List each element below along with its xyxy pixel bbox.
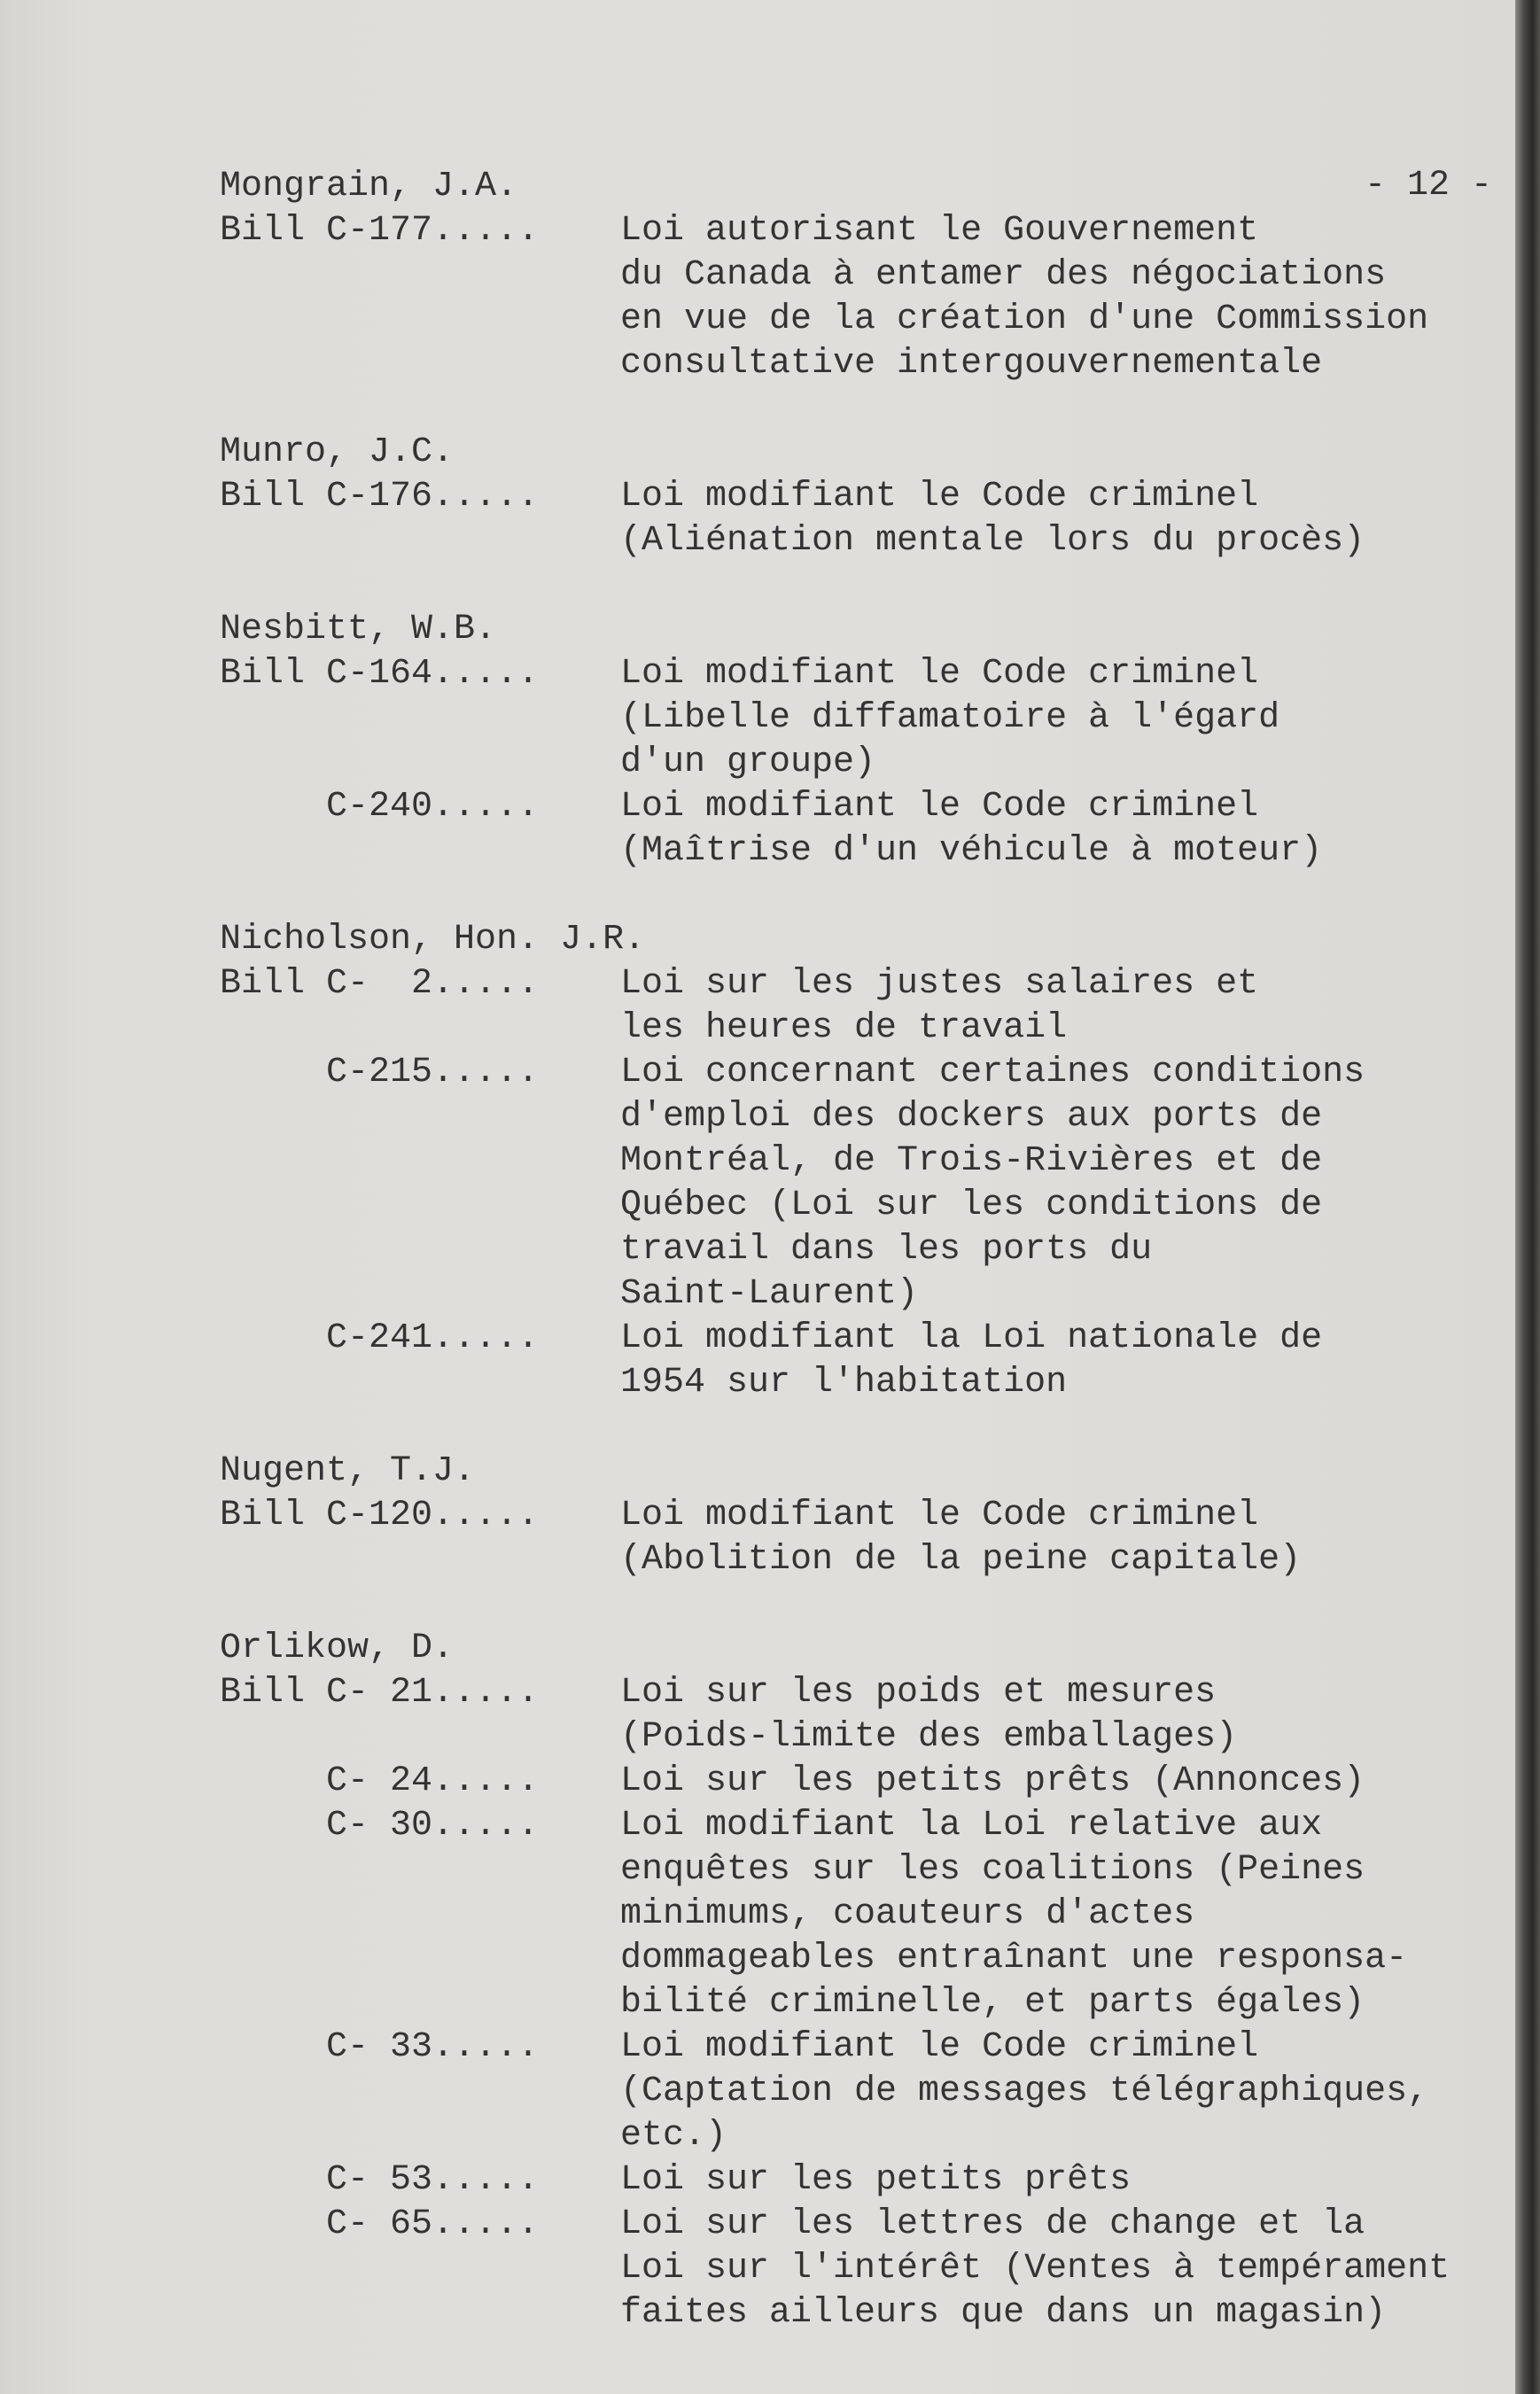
member-name: Nesbitt, W.B. (220, 610, 497, 649)
member-entry (220, 608, 1496, 874)
bill-row (220, 962, 1496, 1051)
bill-number: Bill C-177..... (220, 211, 540, 251)
bill-number: Bill C-176..... (220, 477, 540, 517)
bill-title: Loi modifiant la Loi nationale de 1954 sur l'habitation (620, 1318, 1323, 1403)
bill-title: Loi sur les lettres de change et la Loi sur l'intérêt (Ventes à tempérament faites ailleurs que dans un magasin) (620, 2204, 1451, 2333)
bill-title: Loi sur les justes salaires et les heures de travail (620, 964, 1259, 1048)
page-edge-shadow (1515, 0, 1540, 2394)
member-name: Nicholson, Hon. J.R. (220, 920, 646, 960)
bill-number: Bill C- 2..... (220, 964, 540, 1004)
bill-title: Loi sur les poids et mesures (Poids-limite des emballages) (620, 1673, 1238, 1757)
bill-title: Loi modifiant le Code criminel (Libelle diffamatoire à l'égard d'un groupe) (620, 654, 1280, 782)
bill-row (220, 785, 1496, 874)
bill-row (220, 1760, 1496, 1804)
bill-number: Bill C-120..... (220, 1496, 540, 1535)
bill-title: Loi modifiant la Loi relative aux enquêtes sur les coalitions (Peines minimums, coauteurs d'actes dommageables entraînant une responsa- bilité criminelle, et parts égales) (620, 1806, 1408, 2023)
page-number: - 12 - (1365, 166, 1493, 206)
bill-title: Loi concernant certaines conditions d'emploi des dockers aux ports de Montréal, de Trois-Rivières et de Québec (Loi sur les conditions de travail dans les ports du Saint-Laurent) (620, 1053, 1365, 1314)
bill-row (220, 1317, 1496, 1405)
bill-number: C-240..... (220, 787, 540, 827)
bill-index-list (220, 165, 1496, 2380)
bill-row (220, 1804, 1496, 2025)
bill-row (220, 1051, 1496, 1317)
bill-number: C- 30..... (220, 1806, 540, 1846)
bill-row (220, 2158, 1496, 2203)
member-name: Nugent, T.J. (220, 1451, 476, 1491)
bill-number: C- 53..... (220, 2160, 540, 2200)
bill-row (220, 652, 1496, 785)
bill-title: Loi sur les petits prêts (Annonces) (620, 1761, 1365, 1801)
bill-title: Loi autorisant le Gouvernement du Canada à entamer des négociations en vue de la création d'une Commission consultative intergouvernementale (620, 211, 1429, 384)
member-name: Munro, J.C. (220, 432, 455, 472)
member-entry (220, 1627, 1496, 2336)
bill-number: Bill C-164..... (220, 654, 540, 694)
member-entry (220, 918, 1496, 1405)
bill-title: Loi modifiant le Code criminel (Aliénation mentale lors du procès) (620, 477, 1365, 561)
bill-row (220, 2203, 1496, 2336)
member-entry (220, 1450, 1496, 1582)
member-entry (220, 431, 1496, 564)
bill-title: Loi modifiant le Code criminel (Captation de messages télégraphiques, etc.) (620, 2027, 1429, 2156)
member-entry (220, 165, 1496, 386)
bill-number: C- 33..... (220, 2027, 540, 2067)
bill-number: C- 65..... (220, 2204, 540, 2244)
member-name: Orlikow, D. (220, 1628, 455, 1668)
bill-number: C-215..... (220, 1053, 540, 1092)
bill-title: Loi modifiant le Code criminel (Abolition de la peine capitale) (620, 1496, 1302, 1580)
bill-row (220, 475, 1496, 564)
bill-row (220, 1494, 1496, 1582)
bill-title: Loi modifiant le Code criminel (Maîtrise d'un véhicule à moteur) (620, 787, 1323, 871)
bill-title: Loi sur les petits prêts (620, 2160, 1132, 2200)
bill-number: C-241..... (220, 1318, 540, 1358)
bill-row (220, 209, 1496, 386)
bill-row (220, 2025, 1496, 2158)
member-name: Mongrain, J.A. (220, 167, 518, 206)
bill-number: Bill C- 21..... (220, 1673, 540, 1713)
bill-number: C- 24..... (220, 1761, 540, 1801)
bill-row (220, 1671, 1496, 1760)
